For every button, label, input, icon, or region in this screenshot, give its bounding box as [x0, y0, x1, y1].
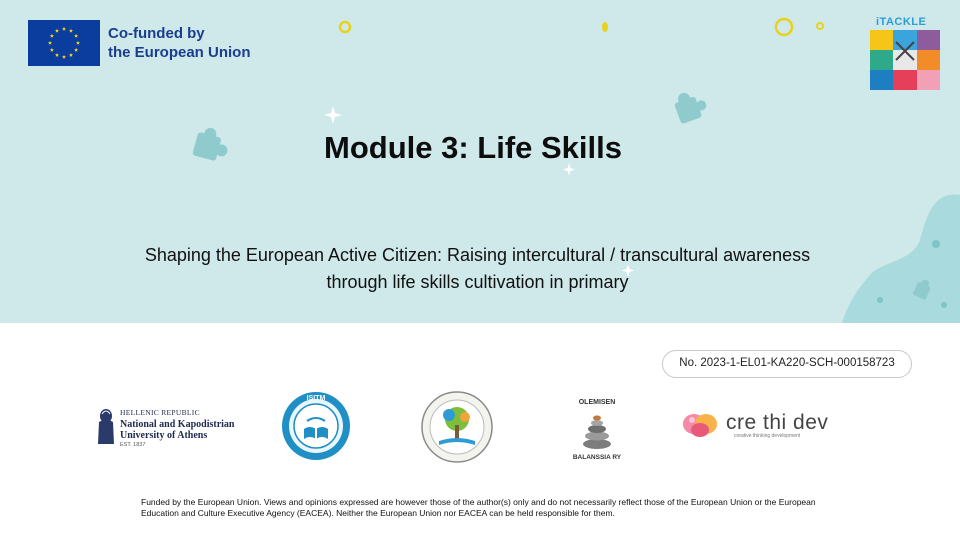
eu-funding-text	[108, 24, 251, 62]
school-tree-seal-icon	[419, 391, 495, 463]
page-title: Module 3: Life Skills	[324, 130, 622, 165]
brain-icon	[682, 410, 718, 440]
partner-logo-nkua	[96, 404, 246, 452]
olemisen-top-text: OLEMISEN	[578, 399, 616, 406]
partner-logo-crethidev	[682, 408, 832, 442]
nkua-est: EST. 1837	[120, 442, 146, 448]
stacked-stones-icon	[560, 390, 634, 464]
project-logo-label: iTACKLE	[876, 16, 927, 28]
nkua-line1: HELLENIC REPUBLIC	[120, 408, 200, 417]
eu-funding-line1: Co-funded by	[108, 25, 205, 42]
nkua-line2: National and Kapodistrian	[120, 418, 235, 430]
eu-flag-icon	[28, 20, 100, 66]
crethidev-name: cre thi dev	[726, 411, 829, 434]
olemisen-bottom-text: BALANSSIA RY	[572, 454, 622, 461]
funding-disclaimer: Funded by the European Union. Views and opinions expressed are however those of the author(s) only and do not necessarily reflect those of the European Union or the European Education and Culture Executive Agency (EACEA). Neither the European Union nor EACEA can be held responsible for them.	[141, 497, 816, 518]
athena-crest-icon	[96, 408, 116, 446]
partner-logo-school	[419, 391, 495, 463]
crethidev-tagline: creative thinking development	[734, 433, 801, 439]
partner-logo-olemisen	[560, 390, 634, 464]
partner-logo-isitm	[281, 391, 351, 461]
nkua-line3: University of Athens	[120, 430, 208, 441]
eu-funding-line2: the European Union	[108, 44, 251, 61]
page-subtitle: Shaping the European Active Citizen: Raising intercultural / transcultural awareness through life skills cultivation in primary	[144, 245, 811, 292]
puzzle-logo-icon	[870, 30, 940, 90]
grant-number-badge: No. 2023-1-EL01-KA220-SCH-000158723	[662, 350, 912, 378]
isitm-label: ISITM	[306, 395, 326, 402]
